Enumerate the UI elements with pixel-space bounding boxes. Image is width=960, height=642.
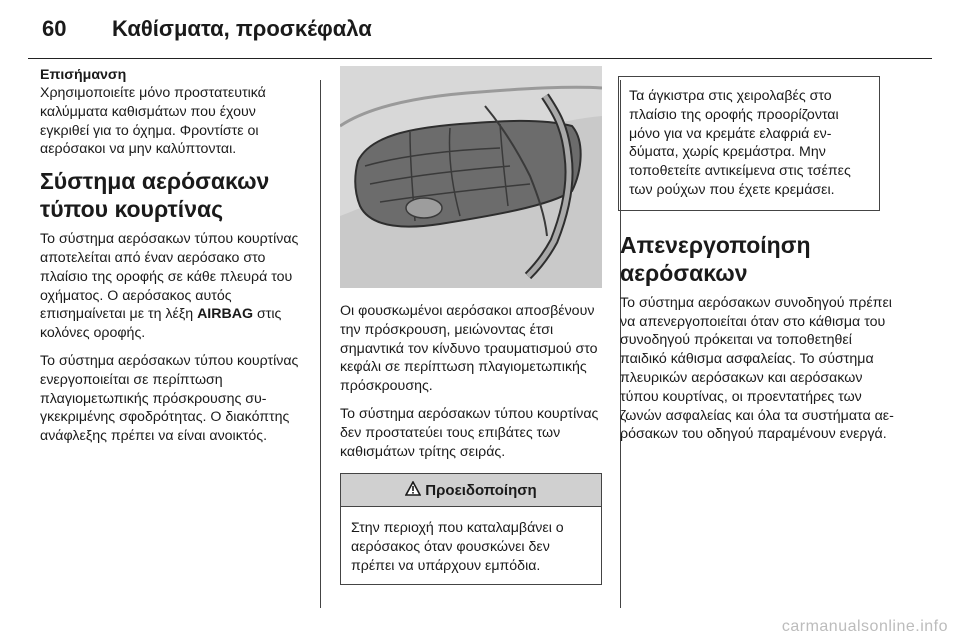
curtain-airbag-illustration [340, 66, 602, 288]
warning-triangle-icon [405, 481, 421, 500]
paragraph-text: στις κολόνες οροφής. [40, 306, 282, 342]
page-header [0, 0, 960, 60]
paragraph: Το σύστημα αερόσακων τύπου κουρτίνας δεν προστατεύει τους επιβάτες των καθισμάτων τρίτης σειράς. [340, 405, 599, 460]
warning-box [340, 473, 602, 584]
info-box: Τα άγκιστρα στις χειρολαβές στο πλαίσιο της οροφής προορίζονται μόνο για να κρεμάτε ελαφριά ενδύματα, χωρίς κρεμάστρα. Μην τοποθετείτε αντικείμενα στις τσέπες των ρούχων που έχετε κρεμάσει. [618, 76, 880, 211]
section-heading-curtain-airbag: Σύστημα αερόσακων τύπου κουρτίνας [40, 168, 270, 223]
paragraph: Το σύστημα αερόσακων συνοδηγού πρέπει να απενεργοποιείται όταν στο κάθισμα του συνοδηγού πρόκειται να τοποθετηθεί παιδικό κάθισμα ασφαλείας. Το σύστημα πλευρικών αερόσακων και αερόσακων τύπου κουρτίνας, οι προεντατήρες των ζωνών ασφαλείας και όλα τα συστήματα αερόσακων του οδηγού παραμένουν ενεργά. [620, 294, 894, 443]
paragraph: Το σύστημα αερόσακων τύπου κουρτίνας ενεργοποιείται σε περίπτωση πλαγιομετωπικής πρόσκρουσης συγκεκριμένης σφοδρότητας. Ο διακόπτης ανάφλεξης πρέπει να είναι ανοικτός. [40, 352, 299, 445]
page-title: Καθίσματα, προσκέφαλα [112, 16, 372, 41]
paragraph: Οι φουσκωμένοι αερόσακοι αποσβένουν την πρόσκρουση, μειώνοντας έτσι σημαντικά τον κίνδυνο τραυματισμού στο κεφάλι σε περίπτωση πλαγιομετωπικής πρόσκρουσης. [340, 303, 598, 395]
warning-text: Στην περιοχή που καταλαμβάνει ο αερόσακος όταν φουσκώνει δεν πρέπει να υπάρχουν εμπόδια. [351, 520, 564, 574]
warning-title: Προειδοποίηση [425, 481, 537, 499]
airbag-label: AIRBAG [197, 306, 254, 323]
column-1 [40, 66, 305, 455]
curtain-airbag-figure [340, 66, 602, 288]
watermark: carmanualsonline.info [781, 618, 948, 635]
warning-header [341, 474, 601, 507]
paragraph [40, 230, 305, 343]
page-number: 60 [42, 16, 67, 41]
paragraph-text: Το σύστημα αερόσακων τύπου κουρτίνας αποτελείται από έναν αερόσακο στο πλαίσιο της οροφής σε κάθε πλευρά του οχήματος. Ο αερόσακος αυτός επισημαίνεται με τη λέξη [40, 231, 299, 323]
note-title: Επισήμανση [40, 67, 127, 83]
column-3 [620, 76, 902, 453]
column-divider-left [320, 80, 321, 608]
header-divider [28, 58, 932, 59]
note-text: Χρησιμοποιείτε μόνο προστατευτικά καλύμματα καθισμάτων που έχουν εγκριθεί για το όχημα. Φροντίστε οι αερόσακοι να μην καλύπτονται. [40, 85, 266, 158]
column-2 [340, 66, 602, 585]
section-heading-airbag-deactivation: Απενεργοποίηση αερόσακων [620, 231, 811, 286]
